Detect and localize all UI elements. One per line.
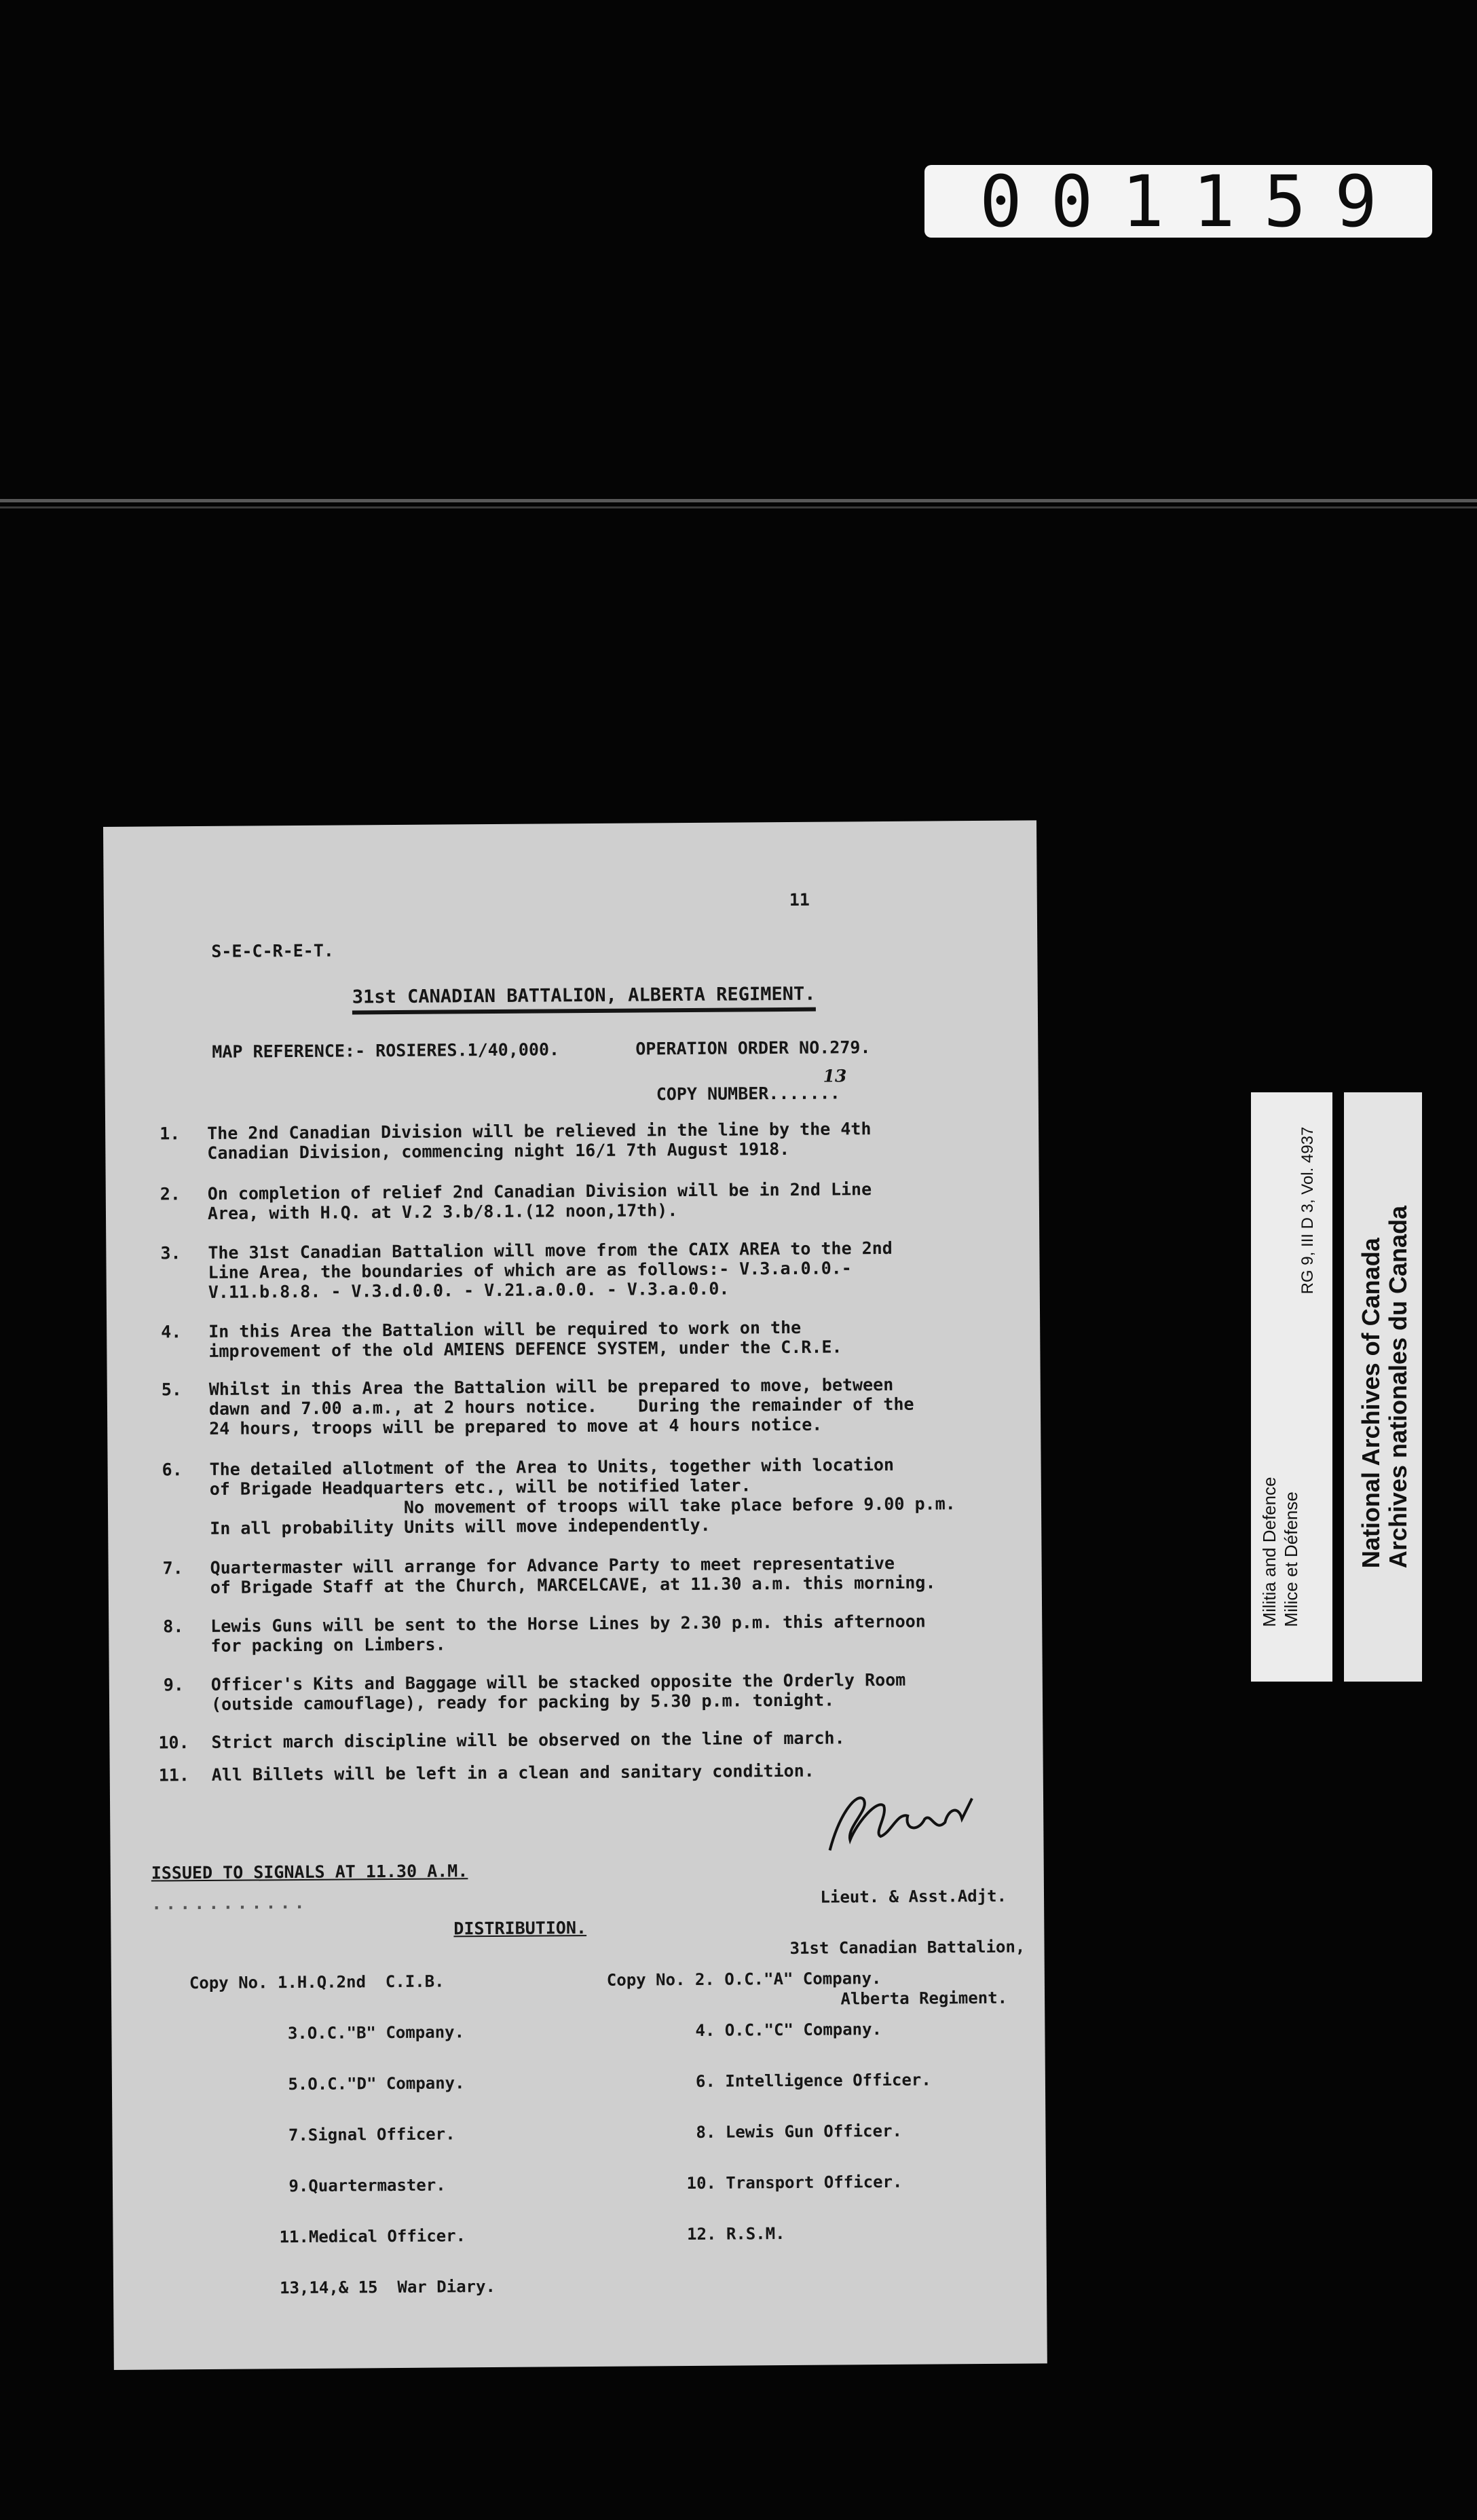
distribution-list-left: Copy No. 1.H.Q.2nd C.I.B. 3.O.C."B" Company. 5.O.C."D" Company. 7.Signal Officer. 9.Quartermaster. 11.Medical Officer. 13,14,& 15 War Diary.: [189, 1971, 496, 2299]
archive-label-reference: RG 9, III D 3, Vol. 4937: [1298, 1126, 1317, 1294]
operation-order-page: [103, 820, 1047, 2370]
paragraph-number: 8.: [163, 1616, 184, 1637]
copy-number-value: 13: [823, 1066, 847, 1086]
frame-number: 001159: [979, 160, 1406, 243]
distribution-heading: DISTRIBUTION.: [453, 1918, 587, 1939]
handwritten-signature: [816, 1785, 979, 1861]
distribution-list-right: Copy No. 2. O.C."A" Company. 4. O.C."C" Company. 6. Intelligence Officer. 8. Lewis Gun Officer. 10. Transport Officer. 12. R.S.M.: [606, 1969, 931, 2244]
divider-dots: ...........: [151, 1892, 309, 1914]
paragraph-number: 9.: [163, 1675, 185, 1695]
archive-institution-name: National Archives of Canada Archives nationales du Canada: [1356, 1205, 1412, 1569]
archive-label-card: [1251, 1092, 1332, 1682]
paragraph-number: 5.: [161, 1379, 182, 1400]
paragraph-2: On completion of relief 2nd Canadian Division will be in 2nd Line Area, with H.Q. at V.2 3.b/8.1.(12 noon,17th).: [207, 1179, 872, 1223]
paragraph-7: Quartermaster will arrange for Advance Party to meet representative of Brigade Staff at the Church, MARCELCAVE, at 11.30 a.m. this morning.: [210, 1553, 936, 1597]
paragraph-number: 7.: [162, 1558, 183, 1578]
archive-label-department: Militia and Defence Milice et Défense: [1259, 1477, 1302, 1627]
frame-number-strip: [924, 160, 1432, 243]
paragraph-4: In this Area the Battalion will be required to work on the improvement of the old AMIENS DEFENCE SYSTEM, under the C.R.E.: [208, 1317, 842, 1361]
film-divider-top: [0, 499, 1477, 502]
paragraph-1: The 2nd Canadian Division will be relieved in the line by the 4th Canadian Division, commencing night 16/1 7th August 1918.: [207, 1119, 872, 1163]
paragraph-11: All Billets will be left in a clean and sanitary condition.: [211, 1760, 815, 1785]
signature-block: Lieut. & Asst.Adjt. 31st Canadian Battalion, Alberta Regiment.: [789, 1886, 1026, 2009]
classification: S-E-C-R-E-T.: [211, 940, 335, 961]
archive-seal-card: [1344, 1092, 1422, 1682]
paragraph-5: Whilst in this Area the Battalion will be prepared to move, between dawn and 7.00 a.m., at 2 hours notice. During the remainder of the 24 hours, troops will be prepared to move at 4 hours notice.: [208, 1374, 914, 1439]
paragraph-3: The 31st Canadian Battalion will move from the CAIX AREA to the 2nd Line Area, the boundaries of which are as follows:- V.3.a.0.0.- V.11.b.8.8. - V.3.d.0.0. - V.21.a.0.0. - V.3.a.0.0.: [208, 1238, 893, 1302]
film-divider-bottom: [0, 506, 1477, 508]
paragraph-8: Lewis Guns will be sent to the Horse Lines by 2.30 p.m. this afternoon for packing on Limbers.: [210, 1611, 926, 1656]
paragraph-number: 10.: [158, 1732, 189, 1753]
copy-number-label: COPY NUMBER.......: [656, 1083, 840, 1105]
paragraph-number: 4.: [161, 1322, 182, 1342]
document-title: 31st CANADIAN BATTALION, ALBERTA REGIMENT.: [352, 984, 816, 1015]
page-number: 11: [789, 889, 810, 910]
paragraph-number: 6.: [162, 1460, 183, 1480]
operation-order-number: OPERATION ORDER NO.279.: [635, 1037, 871, 1059]
paragraph-6: The detailed allotment of the Area to Units, together with location of Brigade Headquarters etc., will be notified later. No movement of troops will take place before 9.00 p.m. In all probability Units will move independently.: [209, 1454, 956, 1538]
paragraph-9: Officer's Kits and Baggage will be stacked opposite the Orderly Room (outside camouflage), ready for packing by 5.30 p.m. tonight.: [210, 1669, 906, 1714]
paragraph-number: 1.: [160, 1124, 181, 1144]
issued-to-signals: ISSUED TO SIGNALS AT 11.30 A.M.: [151, 1861, 468, 1883]
paragraph-number: 11.: [158, 1765, 190, 1785]
paragraph-10: Strict march discipline will be observed on the line of march.: [211, 1728, 845, 1752]
paragraph-number: 3.: [160, 1243, 181, 1263]
map-reference: MAP REFERENCE:- ROSIERES.1/40,000.: [212, 1039, 560, 1062]
paragraph-number: 2.: [160, 1184, 181, 1204]
